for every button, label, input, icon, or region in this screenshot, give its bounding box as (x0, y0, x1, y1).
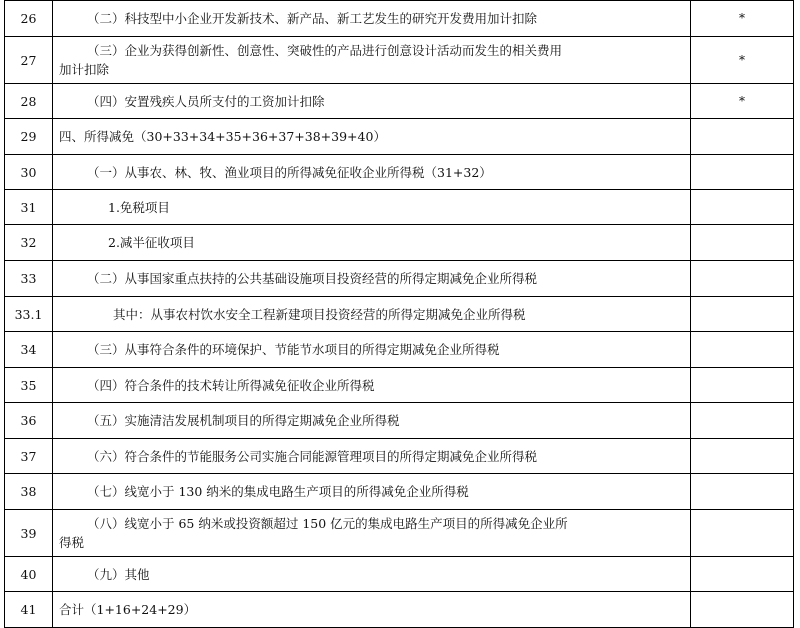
row-description-line: （八）线宽小于 65 纳米或投资额超过 150 亿元的集成电路生产项目的所得减免企业所 (87, 516, 568, 531)
row-value: * (691, 1, 794, 37)
row-description: 四、所得减免（30+33+34+35+36+37+38+39+40） (53, 119, 691, 155)
row-description (53, 510, 691, 557)
row-number: 36 (5, 403, 53, 439)
row-value (691, 592, 794, 628)
row-description: 合计（1+16+24+29） (53, 592, 691, 628)
table-row (5, 332, 794, 368)
table-row (5, 37, 794, 84)
row-number: 30 (5, 155, 53, 190)
row-number: 28 (5, 84, 53, 119)
row-description: （五）实施清洁发展机制项目的所得定期减免企业所得税 (53, 403, 691, 439)
row-number: 33.1 (5, 297, 53, 332)
table-row (5, 557, 794, 592)
row-description: （六）符合条件的节能服务公司实施合同能源管理项目的所得定期减免企业所得税 (53, 439, 691, 474)
row-number: 38 (5, 474, 53, 510)
row-value (691, 332, 794, 368)
row-value (691, 474, 794, 510)
row-description-line: （三）企业为获得创新性、创意性、突破性的产品进行创意设计活动而发生的相关费用 (87, 43, 563, 58)
row-value (691, 297, 794, 332)
table-row (5, 439, 794, 474)
table-row (5, 368, 794, 403)
row-description: （一）从事农、林、牧、渔业项目的所得减免征收企业所得税（31+32） (53, 155, 691, 190)
row-value: * (691, 37, 794, 84)
row-description: （四）安置残疾人员所支付的工资加计扣除 (53, 84, 691, 119)
table-row (5, 1, 794, 37)
row-number: 27 (5, 37, 53, 84)
row-value (691, 261, 794, 297)
row-number: 41 (5, 592, 53, 628)
row-number: 39 (5, 510, 53, 557)
row-number: 29 (5, 119, 53, 155)
row-description: （七）线宽小于 130 纳米的集成电路生产项目的所得减免企业所得税 (53, 474, 691, 510)
row-description: （九）其他 (53, 557, 691, 592)
table-row (5, 297, 794, 332)
row-description-line: 得税 (59, 535, 85, 550)
table-row (5, 119, 794, 155)
row-description: （二）从事国家重点扶持的公共基础设施项目投资经营的所得定期减免企业所得税 (53, 261, 691, 297)
row-value (691, 439, 794, 474)
row-description (53, 37, 691, 84)
table-row (5, 84, 794, 119)
table-row (5, 592, 794, 628)
table-row (5, 225, 794, 261)
row-number: 40 (5, 557, 53, 592)
row-number: 37 (5, 439, 53, 474)
table-row (5, 155, 794, 190)
row-value (691, 155, 794, 190)
row-description-line: 加计扣除 (59, 62, 110, 77)
table-row (5, 261, 794, 297)
row-description: （四）符合条件的技术转让所得减免征收企业所得税 (53, 368, 691, 403)
table-row (5, 403, 794, 439)
row-description: 2.减半征收项目 (53, 225, 691, 261)
row-description: 其中：从事农村饮水安全工程新建项目投资经营的所得定期减免企业所得税 (53, 297, 691, 332)
row-value (691, 190, 794, 225)
row-value (691, 510, 794, 557)
row-number: 35 (5, 368, 53, 403)
row-value (691, 225, 794, 261)
row-number: 32 (5, 225, 53, 261)
row-value (691, 403, 794, 439)
row-value (691, 119, 794, 155)
table-row (5, 510, 794, 557)
row-description: （三）从事符合条件的环境保护、节能节水项目的所得定期减免企业所得税 (53, 332, 691, 368)
row-value (691, 368, 794, 403)
row-number: 33 (5, 261, 53, 297)
row-description: （二）科技型中小企业开发新技术、新产品、新工艺发生的研究开发费用加计扣除 (53, 1, 691, 37)
row-number: 34 (5, 332, 53, 368)
table-row (5, 190, 794, 225)
tax-deduction-table (4, 0, 794, 628)
row-value: * (691, 84, 794, 119)
row-number: 26 (5, 1, 53, 37)
row-number: 31 (5, 190, 53, 225)
row-description: 1.免税项目 (53, 190, 691, 225)
row-value (691, 557, 794, 592)
table-row (5, 474, 794, 510)
